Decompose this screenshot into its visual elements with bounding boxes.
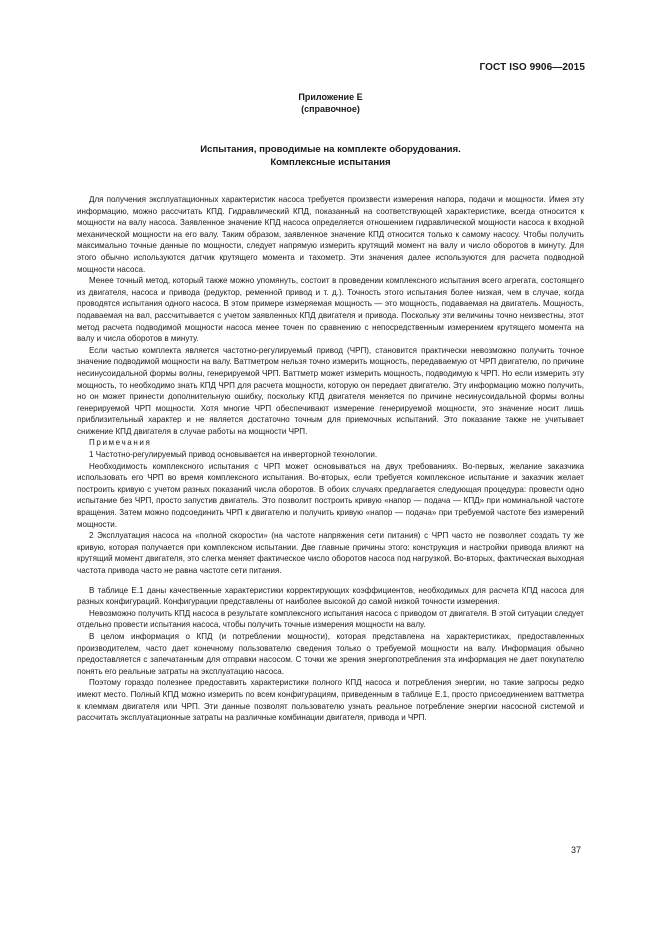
title-line-1: Испытания, проводимые на комплекте оборудования. bbox=[200, 144, 461, 155]
annex-heading bbox=[0, 91, 661, 115]
note-1-continuation: Необходимость комплексного испытания с ЧРП может основываться на двух требованиях. Во-первых, желание заказчика использовать его ЧРП во время комплексного испытания. Во-вторых, если требуется комплексное испытание и заказчик желает построить кривую с учетом разных показаний числа оборотов. В обоих случаях предлагается следующая процедура: провести одно испытание без ЧРП, просто запустив двигатель. Это позволит построить кривую «напор — подача — КПД» при номинальной частоте вращения. Затем можно подсоединить ЧРП к двигателю и получить кривую «напор — подача» при требуемой частоте без измерений мощности. bbox=[77, 461, 584, 529]
note-1: 1 Частотно-регулируемый привод основывается на инверторной технологии. bbox=[89, 450, 378, 460]
page-number: 37 bbox=[570, 845, 581, 855]
paragraph: Менее точный метод, который также можно упомянуть, состоит в проведении комплексного испытания всего агрегата, состоящего из двигателя, насоса и привода (редуктор, ременной привод и т. д.). Точность этого испытания более низкая, чем в случае, когда проводятся испытания одного насоса. В этом примере измеряемая мощность — это мощность, подаваемая на двигатель. Мощность, подаваемая на вал, рассчитывается с учетом заявленных КПД двигателя и привода. Поскольку эти величины точно неизвестны, этот метод расчета подводимой мощности насоса менее точен по сравнению с непосредственным измерением крутящего момента на валу и числа оборотов в минуту. bbox=[77, 276, 584, 344]
paragraph: Для получения эксплуатационных характеристик насоса требуется произвести измерения напора, подачи и мощности. Имея эту информацию, можно рассчитать КПД. Гидравлический КПД, показанный на соответствующей характеристике, всегда относится к мощности на валу насоса. Заявленное значение КПД насоса определяется отношением гидравлической мощности насоса к входной механической мощности на его валу. Таким образом, заявленное значение КПД относится только к самому насосу. Чтобы получить максимально точные данные по мощности, следует напрямую измерить крутящий момент на валу и число оборотов в минуту. Для этого обычно используются датчик крутящего момента и тахометр. Эти значения далее используются для расчета подводной мощности насоса. bbox=[77, 195, 584, 274]
paragraph: Поэтому гораздо полезнее предоставить характеристики полного КПД насоса и потребления энергии, но такие запросы редко имеют место. Полный КПД можно измерить по всем конфигурациям, приведенным в таблице Е.1, просто присоединением ваттметра к клеммам двигателя или ЧРП. Эти данные позволят пользователю узнать реальное потребление энергии насосной системой и рассчитать эксплуатационные затраты на различные комбинации двигателя, привода и ЧРП. bbox=[77, 678, 584, 723]
section-title bbox=[0, 143, 661, 169]
paragraph: Если частью комплекта является частотно-регулируемый привод (ЧРП), становится практически невозможно получить точное значение подводимой мощности на валу. Ваттметром нельзя точно измерить мощность, передаваемую от ЧРП двигателю, по причине несинусоидальной формы волны, генерируемой ЧРП. Ваттметр может измерить мощность, подводимую к ЧРП. Но если измерить эту мощность, то необходимо знать КПД ЧРП для расчета мощности, которую он передает двигателю. Эту информацию можно получить, но он может принести дополнительную ошибку, поскольку КПД двигателя меняется по причине несинусоидальной формы волны генерируемой ЧРП мощности. Хотя многие ЧРП обеспечивают измерение генерируемой мощности, это значение носит лишь приблизительный характер и не является достаточно точным для приемочных испытаний. Это показание также не учитывает снижение КПД двигателя в случае работы на мощности ЧРП. bbox=[77, 345, 584, 436]
annex-type: (справочное) bbox=[301, 104, 360, 114]
paragraph: В целом информация о КПД (и потреблении мощности), которая представлена на характеристиках, предоставленных производителем, часто дает конечному пользователю сведения только о требуемой мощности на валу. Информация обычно предоставляется с запечатанным для отправки насосом. С точки же зрения энергопотребления эта информация не дает покупателю понять его реальные затраты на эксплуатацию насоса. bbox=[77, 631, 584, 676]
paragraph: В таблице Е.1 даны качественные характеристики корректирующих коэффициентов, необходимых для расчета КПД насоса для разных конфигураций. Конфигурации представлены от наиболее высокой до самой низкой точности измерения. bbox=[77, 585, 584, 607]
notes-heading: Примечания bbox=[89, 438, 152, 448]
document-body bbox=[77, 194, 584, 724]
annex-label: Приложение E bbox=[298, 92, 363, 102]
note-2: 2 Эксплуатация насоса на «полной скорости» (на частоте напряжения сети питания) с ЧРП часто не позволяет создать ту же кривую, которая получается при комплексном испытании. Две главные причины этого: конструкция и настройки привода влияют на крутящий момент двигателя, это слегка меняет фактическое число оборотов насоса под нагрузкой. Во-вторых, фактическая выходная частота привода часто не равна частоте сети питания. bbox=[77, 531, 584, 575]
paragraph: Невозможно получить КПД насоса в результате комплексного испытания насоса с приводом от двигателя. В этой ситуации следует отдельно провести испытания насоса, чтобы получить точные измерения мощности на валу. bbox=[77, 608, 584, 630]
title-line-2: Комплексные испытания bbox=[270, 157, 391, 168]
standard-code: ГОСТ ISO 9906—2015 bbox=[479, 62, 585, 73]
